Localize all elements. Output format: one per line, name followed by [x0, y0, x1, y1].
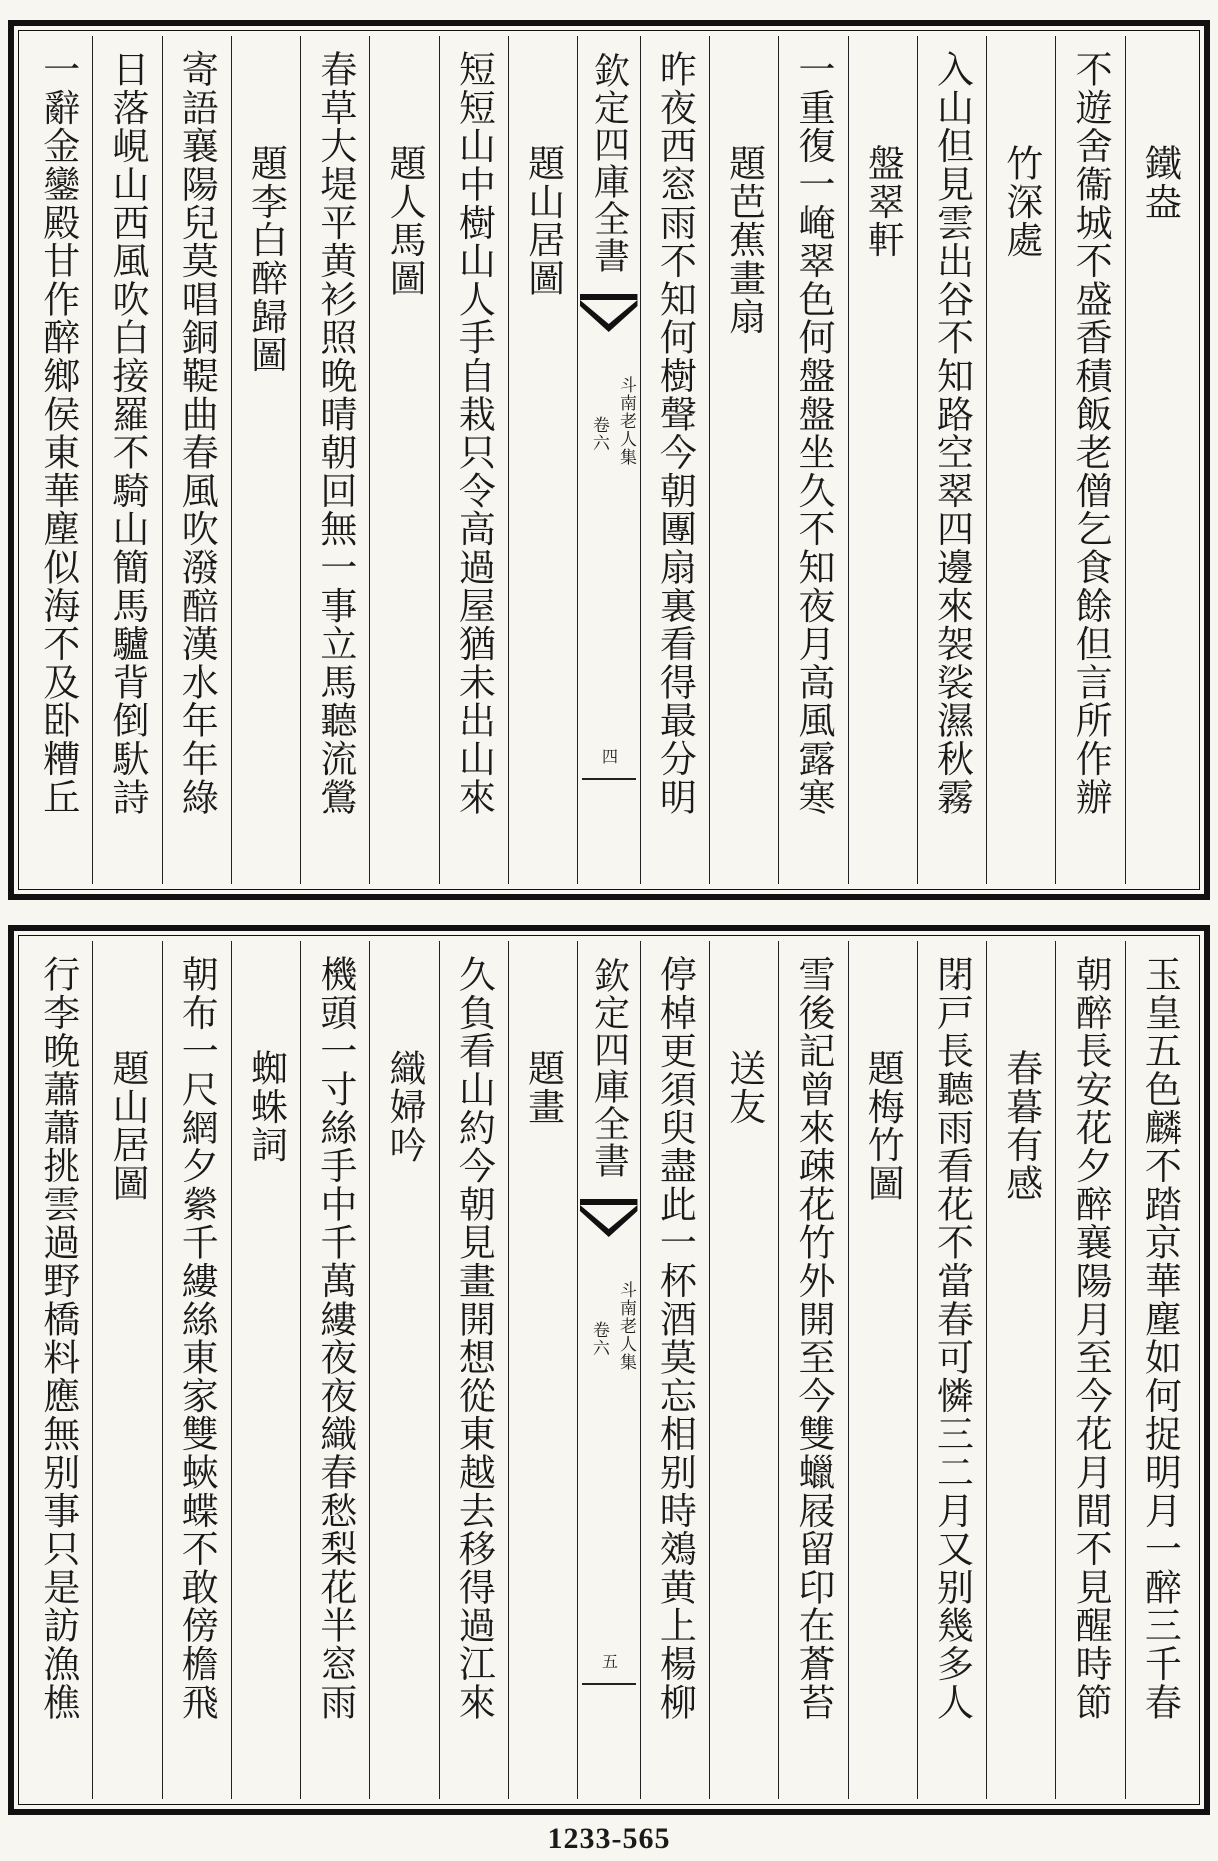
text-column: [439, 941, 508, 1799]
poem-line: 入山但見雲出谷不知路空翠四邊來袈裟濕秋霧: [930, 50, 974, 816]
poem-title: 鐵盎: [1138, 144, 1182, 221]
text-column: [24, 36, 92, 884]
text-column: [986, 941, 1055, 1799]
text-column: [986, 36, 1055, 884]
center-rule: [582, 778, 635, 780]
text-column: [778, 941, 847, 1799]
poem-title: 題梅竹圖: [861, 1049, 905, 1203]
text-column: [92, 941, 161, 1799]
poem-title: 織婦吟: [383, 1049, 427, 1164]
text-column: [162, 36, 231, 884]
folio-number: 五: [599, 1653, 619, 1669]
book-title: 欽定四庫全書: [588, 52, 630, 274]
poem-line: 日落峴山西風吹白接羅不騎山簡馬驢背倒馱詩: [105, 50, 149, 816]
poem-line: 朝布一尺網夕縈千縷絲東家雙蛺蝶不敢傍檐飛: [175, 955, 219, 1721]
poem-title: 送友: [722, 1049, 766, 1126]
poem-line: 昨夜西窓雨不知何樹聲今朝團扇裏看得最分明: [653, 50, 697, 816]
text-column: [439, 36, 508, 884]
text-column: [848, 36, 917, 884]
poem-line: 久負看山約今朝見畫開想從東越去移得過江來: [452, 955, 496, 1721]
book-title: 欽定四庫全書: [588, 957, 630, 1179]
poem-line: 行李晚蕭蕭挑雲過野橋料應無别事只是訪漁樵: [36, 955, 80, 1721]
poem-line: 玉皇五色麟不踏京華塵如何捉明月一醉三千春: [1138, 955, 1182, 1721]
text-column: [1125, 941, 1194, 1799]
poem-line: 機頭一寸絲手中千萬縷夜夜織春愁梨花半窓雨: [313, 955, 357, 1721]
collection-name: 斗南老人集: [615, 376, 636, 466]
text-column: [508, 941, 577, 1799]
poem-line: 短短山中樹山人手自栽只令高過屋猶未出山來: [452, 50, 496, 816]
text-column: [640, 941, 709, 1799]
text-column: [1055, 36, 1124, 884]
poem-line: 閉戸長聽雨看花不當春可憐三二月又别幾多人: [930, 955, 974, 1721]
volume-label: 卷六: [588, 1321, 609, 1357]
text-column: [369, 36, 438, 884]
poem-title: 題李白醉歸圖: [244, 144, 288, 374]
poem-title: 蜘蛛詞: [244, 1049, 288, 1164]
center-fold: [577, 36, 639, 884]
center-rule: [582, 1683, 635, 1685]
folio-number: 四: [599, 748, 619, 764]
bottom-page: [8, 925, 1210, 1815]
text-column: [92, 36, 161, 884]
text-column: [231, 36, 300, 884]
text-column: [508, 36, 577, 884]
fishtail-icon: [580, 294, 637, 350]
poem-line: 停棹更須臾盡此一杯酒莫忘相别時鵁黄上楊柳: [653, 955, 697, 1721]
text-column: [1125, 36, 1194, 884]
poem-title: 竹深處: [999, 144, 1043, 259]
text-column: [231, 941, 300, 1799]
poem-title: 盤翠軒: [861, 144, 905, 259]
fishtail-icon: [580, 1199, 637, 1255]
text-column: [369, 941, 438, 1799]
poem-title: 題畫: [521, 1049, 565, 1126]
poem-title: 題芭蕉畫扇: [722, 144, 766, 336]
collection-name: 斗南老人集: [615, 1281, 636, 1371]
center-fold: [577, 941, 639, 1799]
poem-line: 寄語襄陽兒莫唱銅鞮曲春風吹潑醅漢水年年綠: [175, 50, 219, 816]
text-column: [1055, 941, 1124, 1799]
top-page-columns: [24, 36, 1194, 884]
poem-line: 雪後記曾來疎花竹外開至今雙蠟屐留印在蒼苔: [791, 955, 835, 1721]
poem-line: 春草大堤平黄衫照晚晴朝回無一事立馬聽流鶯: [313, 50, 357, 816]
text-column: [300, 36, 369, 884]
poem-line: 一重復一崦翠色何盤盤坐久不知夜月高風露寒: [791, 50, 835, 816]
poem-title: 題山居圖: [105, 1049, 149, 1203]
volume-label: 卷六: [588, 416, 609, 452]
poem-title: 題山居圖: [521, 144, 565, 298]
text-column: [917, 941, 986, 1799]
text-column: [848, 941, 917, 1799]
text-column: [300, 941, 369, 1799]
text-column: [709, 36, 778, 884]
poem-line: 一辭金鑾殿甘作醉鄉侯東華塵似海不及卧糟丘: [36, 50, 80, 816]
text-column: [640, 36, 709, 884]
text-column: [917, 36, 986, 884]
poem-title: 題人馬圖: [383, 144, 427, 298]
poem-title: 春暮有感: [999, 1049, 1043, 1203]
text-column: [778, 36, 847, 884]
page-number: 1233-565: [547, 1822, 671, 1855]
bottom-page-columns: [24, 941, 1194, 1799]
poem-line: 朝醉長安花夕醉襄陽月至今花月間不見醒時節: [1069, 955, 1113, 1721]
text-column: [24, 941, 92, 1799]
poem-line: 不遊舍衞城不盛香積飯老僧乞食餘但言所作辦: [1069, 50, 1113, 816]
text-column: [162, 941, 231, 1799]
top-page: [8, 20, 1210, 900]
text-column: [709, 941, 778, 1799]
